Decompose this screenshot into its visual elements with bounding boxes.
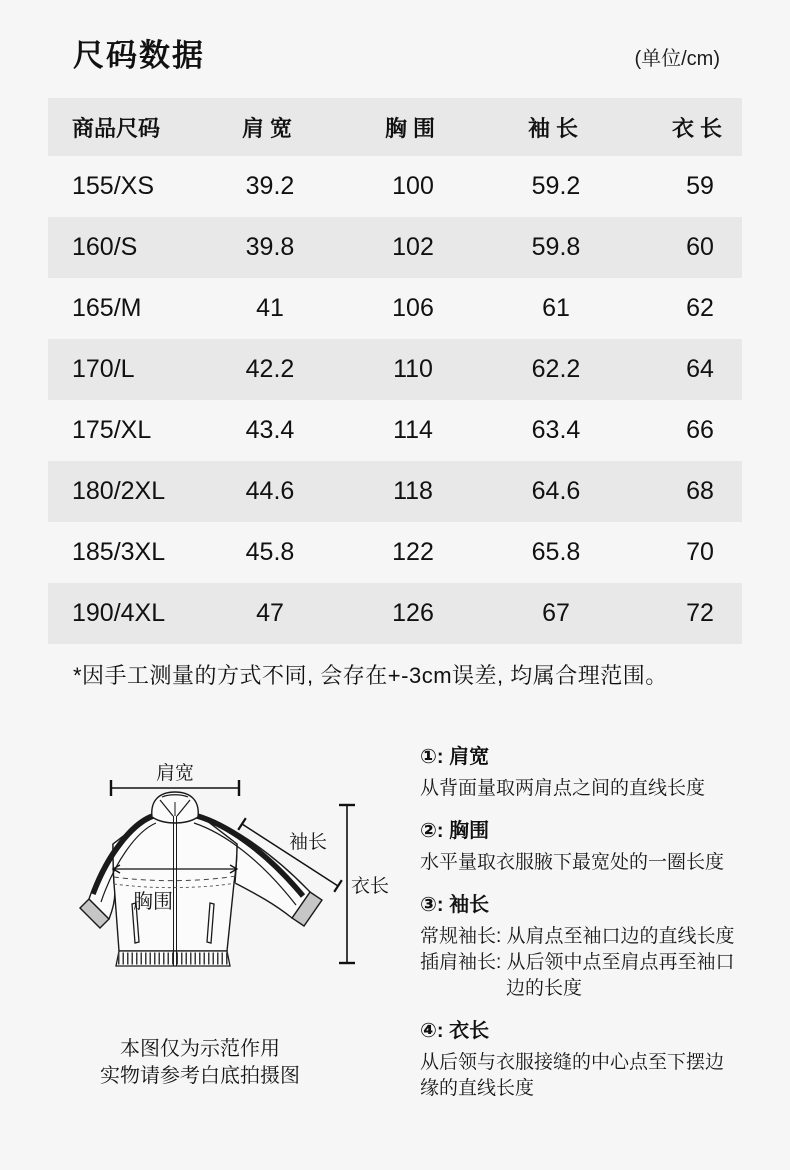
column-header: 商品尺码 <box>72 115 161 141</box>
table-row <box>48 583 742 644</box>
table-row <box>48 522 742 583</box>
definition-item <box>420 892 780 1002</box>
size-label-cell: 160/S <box>72 233 138 261</box>
size-label-cell: 180/2XL <box>72 477 166 505</box>
definition-item <box>420 1018 780 1102</box>
table-row <box>48 461 742 522</box>
measurement-cell: 72 <box>686 599 714 627</box>
table-row <box>48 217 742 278</box>
table-row <box>48 156 742 217</box>
size-label-cell: 175/XL <box>72 416 152 444</box>
garment-diagram <box>40 752 390 1022</box>
measurement-cell: 122 <box>392 538 434 566</box>
unit-label: (单位/cm) <box>634 48 720 70</box>
measurement-cell: 70 <box>686 538 714 566</box>
measurement-note: *因手工测量的方式不同, 会存在+-3cm误差, 均属合理范围。 <box>73 663 668 688</box>
sleeve-length-label: 袖长 <box>288 832 328 853</box>
measurement-cell: 126 <box>392 599 434 627</box>
measurement-cell: 44.6 <box>245 477 295 505</box>
measurement-cell: 114 <box>393 416 433 444</box>
size-label-cell: 190/4XL <box>72 599 166 627</box>
table-row <box>48 400 742 461</box>
diagram-caption <box>40 1036 360 1090</box>
measurement-cell: 59 <box>686 172 714 200</box>
definition-item <box>420 818 780 876</box>
measurement-cell: 67 <box>542 599 570 627</box>
definition-text-line: 从背面量取两肩点之间的直线长度 <box>420 778 706 799</box>
measurement-cell: 62 <box>686 294 714 322</box>
measurement-cell: 39.2 <box>245 172 295 200</box>
measurement-cell: 63.4 <box>531 416 581 444</box>
measurement-cell: 106 <box>392 294 434 322</box>
size-label-cell: 185/3XL <box>72 538 166 566</box>
shoulder-width-label: 肩宽 <box>155 763 195 784</box>
measurement-cell: 62.2 <box>531 355 581 383</box>
garment-length-label: 衣长 <box>350 876 390 897</box>
jacket-line-drawing <box>40 752 390 1022</box>
header <box>73 38 720 74</box>
size-label-cell: 155/XS <box>72 172 155 200</box>
size-label-cell: 170/L <box>72 355 135 383</box>
table-row <box>48 339 742 400</box>
measurement-cell: 43.4 <box>245 416 295 444</box>
definition-text-line: 插肩袖长: 从后领中点至肩点再至袖口 <box>420 952 735 973</box>
measurement-cell: 102 <box>392 233 434 261</box>
measurement-cell: 118 <box>393 477 433 505</box>
measurement-cell: 41 <box>256 294 284 322</box>
measurement-cell: 42.2 <box>245 355 295 383</box>
diagram-caption-line2: 实物请参考白底拍摄图 <box>100 1065 300 1087</box>
measurement-cell: 66 <box>686 416 714 444</box>
measurement-cell: 59.8 <box>531 233 581 261</box>
measurement-cell: 61 <box>542 294 570 322</box>
size-table <box>48 98 742 644</box>
column-header: 肩宽 <box>241 115 298 141</box>
column-header: 胸围 <box>384 115 441 141</box>
definition-term: ④: 衣长 <box>420 1020 490 1042</box>
page-title: 尺码数据 <box>73 38 205 73</box>
sleeve-measure-tick-end <box>334 880 342 892</box>
definition-term: ②: 胸围 <box>420 820 490 842</box>
measurement-cell: 64 <box>686 355 714 383</box>
measurement-cell: 100 <box>392 172 434 200</box>
definition-text-line: 水平量取衣服腋下最宽处的一圈长度 <box>420 852 725 873</box>
chest-label: 胸围 <box>133 891 173 913</box>
definition-text-line: 常规袖长: 从肩点至袖口边的直线长度 <box>420 926 735 947</box>
definition-text-line: 从后领与衣服接缝的中心点至下摆边 <box>420 1052 725 1073</box>
column-header: 衣长 <box>671 115 728 141</box>
measurement-cell: 47 <box>256 599 284 627</box>
size-table-header-row <box>48 98 742 156</box>
sleeve-measure-tick-start <box>238 818 246 830</box>
definition-term: ③: 袖长 <box>420 894 490 916</box>
diagram-caption-line1: 本图仅为示范作用 <box>120 1038 280 1060</box>
definition-item <box>420 744 780 802</box>
measurement-cell: 110 <box>393 355 433 383</box>
definition-text-line: 边的长度 <box>506 978 583 999</box>
table-row <box>48 278 742 339</box>
measurement-cell: 39.8 <box>245 233 295 261</box>
size-label-cell: 165/M <box>72 294 142 322</box>
measurement-cell: 59.2 <box>531 172 581 200</box>
measurement-cell: 60 <box>686 233 714 261</box>
measurement-cell: 68 <box>686 477 714 505</box>
definition-text-line: 缘的直线长度 <box>420 1078 535 1099</box>
column-header: 袖长 <box>527 115 584 141</box>
size-table-body <box>48 156 742 644</box>
definition-term: ①: 肩宽 <box>420 746 490 768</box>
measurement-cell: 65.8 <box>531 538 581 566</box>
measurement-definitions <box>420 744 780 1118</box>
measurement-cell: 64.6 <box>531 477 581 505</box>
measurement-cell: 45.8 <box>245 538 295 566</box>
